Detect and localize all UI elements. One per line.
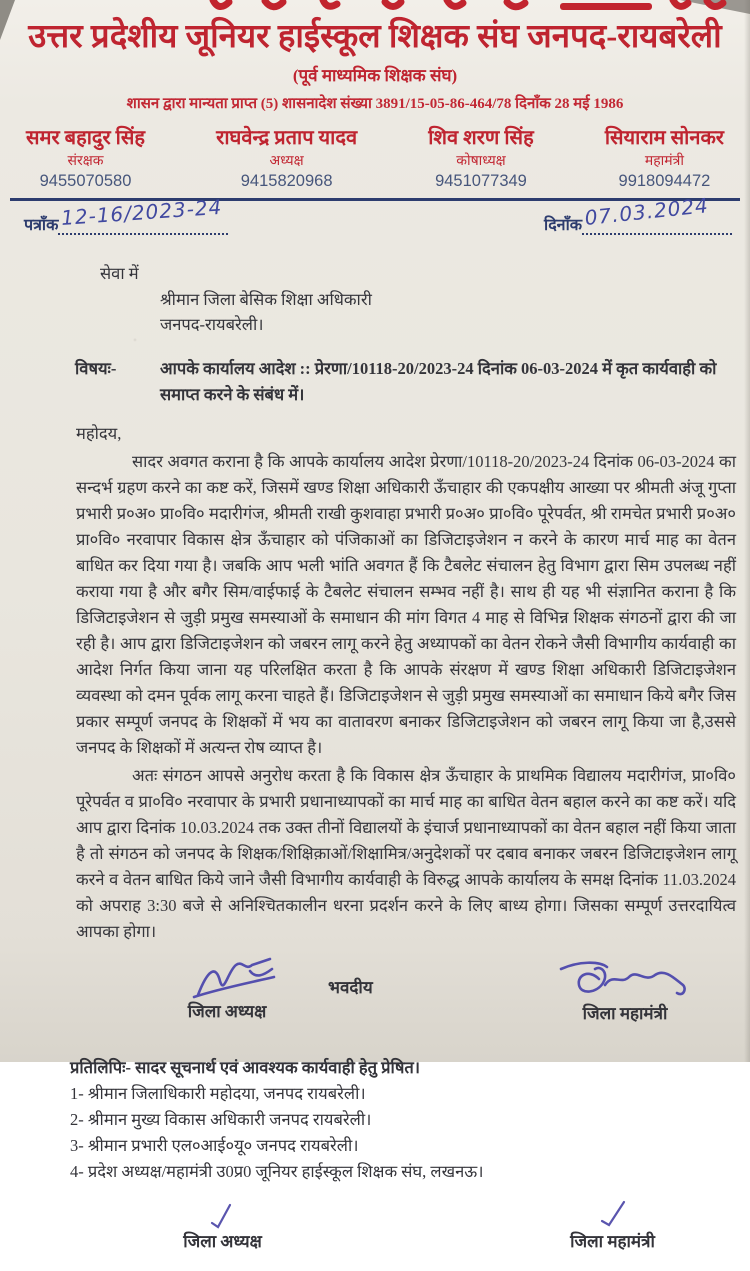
copy-item-4: 4- प्रदेश अध्यक्ष/महामंत्री उ0प्र0 जूनियर हाईस्कूल शिक्षक संघ, लखनऊ।: [70, 1162, 484, 1182]
subject-text: आपके कार्यालय आदेश :: प्रेरणा/10118-20/2023-24 दिनांक 06-03-2024 में कृत कार्यवाही को समाप्त करने के संबंध में।: [160, 358, 717, 404]
addressee-line1: श्रीमान जिला बेसिक शिक्षा अधिकारी: [160, 289, 372, 309]
district-president-title: जिला अध्यक्ष: [187, 1002, 267, 1022]
official-phone: 9455070580: [39, 172, 132, 191]
official-koshadhyaksh: [428, 123, 533, 191]
subject-label: विषयः-: [75, 358, 117, 378]
date-dotted-line: [582, 193, 732, 235]
district-general-secretary-title: जिला महामंत्री: [582, 1004, 668, 1024]
official-adhyaksh: [216, 123, 357, 191]
date-field: [544, 193, 732, 235]
copy-heading: प्रतिलिपिः- सादर सूचनार्थ एवं आवश्यक कार्यवाही हेतु प्रेषित।: [70, 1058, 421, 1078]
recognition-line: शासन द्वारा मान्यता प्राप्त (5) शासनादेश संख्या 3891/15-05-86-464/78 दिनाँक 28 मई 1986: [126, 96, 624, 113]
subject-block: [75, 356, 720, 407]
letter-number-label: पत्राँक: [24, 217, 59, 235]
letter-number-field: [24, 195, 228, 235]
union-subtitle: (पूर्व माध्यमिक शिक्षक संघ): [292, 66, 458, 86]
reference-row: [24, 193, 732, 235]
greeting: महोदय,: [76, 424, 122, 444]
closing-word: भवदीय: [328, 978, 373, 998]
official-mahamantri: [605, 123, 724, 191]
body-paragraph-1: सादर अवगत कराना है कि आपके कार्यालय आदेश प्रेरणा/10118-20/2023-24 दिनांक 06-03-2024 का सन्दर्भ ग्रहण करने का कष्ट करें, जिसमें खण्ड शिक्षा अधिकारी ऊँचाहार की एकपक्षीय आख्या पर श्रीमती अंजू गुप्ता प्रभारी प्र०अ० प्रा०वि० मदारीगंज, श्रीमती राखी कुशवाहा प्रभारी प्र०अ० प्रा०वि० पूरेपर्वत, श्री रामचेत प्रभारी प्र०अ० प्रा०वि० नरवापार विकास क्षेत्र ऊँचाहार को पंजिकाओं का डिजिटाइजेशन न करने के कारण मार्च माह का वेतन बाधित कर दिया गया है। जबकि आप भली भांति अवगत हैं कि टैबलेट संचालन हेतु विभाग द्वारा सिम उपलब्ध नहीं कराया गया है और बगैर सिम/वाईफाई के टैबलेट संचालन सम्भव नहीं है। साथ ही यह भी संज्ञानित कराना है कि डिजिटाइजेशन से जुड़ी प्रमुख समस्याओं के समाधान की मांग विगत 4 माह से विभिन्न शिक्षक संगठनों द्वारा की जा रही है। आप द्वारा डिजिटाइजेशन को जबरन लागू करने हेतु अध्यापकों का वेतन रोकने जैसी विभागीय कार्यवाही का आदेश निर्गत किया जाना यह परिलक्षित करता है कि आपके संरक्षण में खण्ड शिक्षा अधिकारी डिजिटाइजेशन व्यवस्था को दमन पूर्वक लागू करना चाहते हैं। डिजिटाइजेशन से जुड़ी प्रमुख समस्याओं का समाधान किये बगैर जिस प्रकार सम्पूर्ण जनपद के शिक्षकों में भय का वातावरण बनाकर डिजिटाइजेशन को जबरन लागू किया जा है,उससे जनपद के शिक्षकों में अत्यन्त रोष व्याप्त है।: [76, 452, 736, 758]
official-phone: 9451077349: [435, 172, 527, 191]
bottom-signature-row: [0, 1201, 750, 1271]
copy-item-2: 2- श्रीमान मुख्य विकास अधिकारी जनपद रायबरेली।: [70, 1110, 372, 1130]
cropped-headline-fragments: [195, 0, 740, 13]
officials-row: [26, 123, 724, 191]
official-name: समर बहादुर सिंह: [26, 127, 145, 150]
official-role: कोषाध्यक्ष: [456, 154, 506, 170]
copy-item-3: 3- श्रीमान प्रभारी एल०आई०यू० जनपद रायबरेली।: [70, 1136, 359, 1156]
district-president-signature: [190, 955, 290, 1005]
president-initial-mark: [208, 1201, 234, 1229]
copy-item-1: 1- श्रीमान जिलाधिकारी महोदया, जनपद रायबरेली।: [70, 1084, 366, 1104]
date-label: दिनाँक: [544, 217, 582, 235]
official-phone: 9415820968: [240, 172, 333, 191]
photo-edge-shadow: [744, 0, 750, 1062]
official-role: संरक्षक: [67, 154, 104, 170]
letter-number-dotted-line: [58, 195, 228, 235]
official-name: राघवेन्द्र प्रताप यादव: [216, 127, 358, 150]
addressee-line2: जनपद-रायबरेली।: [160, 315, 264, 335]
general-secretary-initial-mark: [598, 1197, 628, 1227]
official-role: अध्यक्ष: [269, 154, 304, 170]
date-handwritten-value: 07.03.2024: [583, 193, 710, 231]
letter-number-handwritten-value: 12-16/2023-24: [60, 195, 224, 231]
addressee-block: [100, 261, 750, 338]
bottom-general-secretary-title: जिला महामंत्री: [570, 1232, 655, 1252]
letterhead: [0, 0, 750, 113]
union-title: उत्तर प्रदेशीय जूनियर हाईस्कूल शिक्षक संघ जनपद-रायबरेली: [28, 19, 722, 55]
salutation-intro: सेवा में: [100, 264, 139, 284]
copy-distribution-block: [70, 1055, 736, 1185]
official-name: सियाराम सोनकर: [604, 127, 724, 150]
bottom-president-title: जिला अध्यक्ष: [183, 1232, 262, 1252]
official-role: महामंत्री: [644, 154, 684, 170]
official-sanrakshak: [26, 123, 145, 191]
signature-row: [0, 953, 750, 1031]
letter-body: [76, 421, 736, 945]
official-name: शिव शरण सिंह: [428, 127, 534, 150]
body-paragraph-2: अतः संगठन आपसे अनुरोध करता है कि विकास क्षेत्र ऊँचाहार के प्राथमिक विद्यालय मदारीगंज, प्रा०वि० पूरेपर्वत व प्रा०वि० नरवापार के प्रभारी प्रधानाध्यापकों का मार्च माह का बाधित वेतन बहाल करने का कष्ट करें। यदि आप द्वारा दिनांक 10.03.2024 तक उक्त तीनों विद्यालयों के इंचार्ज प्रधानाध्यापकों का वेतन बहाल नहीं किया जाता है तो संगठन को जनपद के शिक्षक/शिक्षिक़ाओं/शिक्षामित्र/अनुदेशकों पर दबाव बनाकर जबरन डिजिटाइजेशन लागू करने व वेतन बाधित किये जाने जैसी विभागीय कार्यवाही के विरुद्ध आपके कार्यालय के समक्ष दिनांक 11.03.2024 को अपराह 3:30 बजे से अनिश्चितकालीन धरना प्रदर्शन करने के लिए बाध्य होगा। जिसका सम्पूर्ण उत्तरदायित्व आपका होगा।: [76, 766, 736, 942]
official-phone: 9918094472: [618, 172, 711, 191]
